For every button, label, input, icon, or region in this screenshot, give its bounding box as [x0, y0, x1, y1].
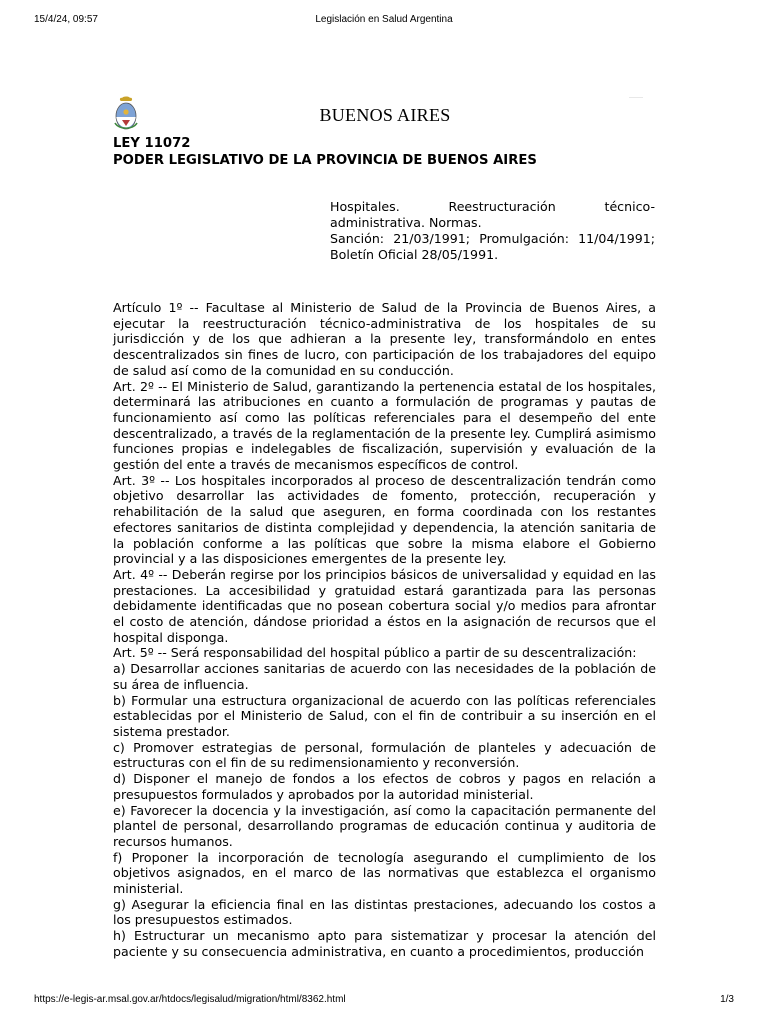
article-5-item-g: g) Asegurar la eficiencia final en las distintas prestaciones, adecuando los costos a los presupuestos estimados.: [113, 896, 656, 928]
print-datetime: 15/4/24, 09:57: [34, 14, 98, 25]
article-5-item-a: a) Desarrollar acciones sanitarias de acuerdo con las necesidades de la población de su área de influencia.: [113, 661, 656, 692]
article-2: Art. 2º -- El Ministerio de Salud, garantizando la pertenencia estatal de los hospitales, determinará las atribuciones en cuanto a formulación de programas y pautas de funcionamiento así como las políticas referenciales para el desempeño del ente descentralizado, a través de la reglamentación de la presente ley. Cumplirá asimismo funciones propias e indelegables de fiscalización, supervisión y evaluación de la gestión del ente a través de mecanismos específicos de control.: [113, 378, 656, 473]
article-5-item-h: h) Estructurar un mecanismo apto para sistematizar y procesar la atención del paciente y su consecuencia administrativa, en cuanto a procedimientos, producción: [113, 928, 656, 959]
province-banner: [113, 95, 657, 135]
banner-divider: [629, 97, 643, 98]
article-5-item-d: d) Disponer el manejo de fondos a los efectos de cobros y pagos en relación a presupuestos formulados y aprobados por la autoridad ministerial.: [113, 771, 656, 802]
law-heading: [113, 135, 658, 169]
law-subject: Hospitales. Reestructuración técnico-administrativa. Normas.: [330, 199, 655, 230]
law-summary: [330, 199, 655, 263]
article-5-item-f: f) Proponer la incorporación de tecnología asegurando el cumplimiento de los objetivos asignados, en el marco de las normativas que establezca el organismo ministerial.: [113, 849, 656, 897]
article-5-item-b: b) Formular una estructura organizacional de acuerdo con las políticas referenciales establecidas por el Ministerio de Salud, con el fin de contribuir a su inserción en el sistema prestador.: [113, 692, 656, 739]
law-dates: Sanción: 21/03/1991; Promulgación: 11/04/1991; Boletín Oficial 28/05/1991.: [330, 231, 655, 262]
law-number: LEY 11072: [113, 136, 191, 151]
article-5-item-c: c) Promover estrategias de personal, formulación de planteles y adecuación de estructuras con el fin de su redimensionamiento y reconversión.: [113, 739, 656, 771]
banner-title: BUENOS AIRES: [319, 105, 451, 125]
article-1: Artículo 1º -- Facultase al Ministerio de Salud de la Provincia de Buenos Aires, a ejecutar la reestructuración técnico-administrativa de los hospitales de su jurisdicción y de los que adhieran a la presente ley, transformándolo en entes descentralizados sin fines de lucro, con participación de los trabajadores del equipo de salud así como de la comunidad en su conducción.: [113, 300, 656, 378]
law-authority: PODER LEGISLATIVO DE LA PROVINCIA DE BUENOS AIRES: [113, 153, 537, 168]
law-body: [113, 300, 656, 960]
article-5: Art. 5º -- Será responsabilidad del hospital público a partir de su descentralización:: [113, 645, 637, 661]
article-4: Art. 4º -- Deberán regirse por los principios básicos de universalidad y equidad en las prestaciones. La accesibilidad y gratuidad estará garantizada para las personas debidamente identificadas que no posean cobertura social y/o medios para afrontar el costo de atención, dándose prioridad a éstos en la asignación de recursos que el hospital disponga.: [113, 566, 656, 645]
print-page-title: Legislación en Salud Argentina: [315, 14, 453, 25]
article-3: Art. 3º -- Los hospitales incorporados al proceso de descentralización tendrán como objetivo desarrollar las actividades de fomento, protección, recuperación y rehabilitación de la salud que aseguren, en forma coordinada con los restantes efectores sanitarios de distinta complejidad y dependencia, la atención sanitaria de la población conforme a las políticas que sobre la misma elabore el Gobierno provincial y a las disposiciones emergentes de la presente ley.: [113, 472, 656, 567]
print-url: https://e-legis-ar.msal.gov.ar/htdocs/legisalud/migration/html/8362.html: [34, 994, 346, 1005]
page-counter: 1/3: [720, 994, 734, 1005]
article-5-item-e: e) Favorecer la docencia y la investigación, así como la capacitación permanente del plantel de personal, desarrollando programas de educación continua y auditoria de recursos humanos.: [113, 802, 656, 849]
